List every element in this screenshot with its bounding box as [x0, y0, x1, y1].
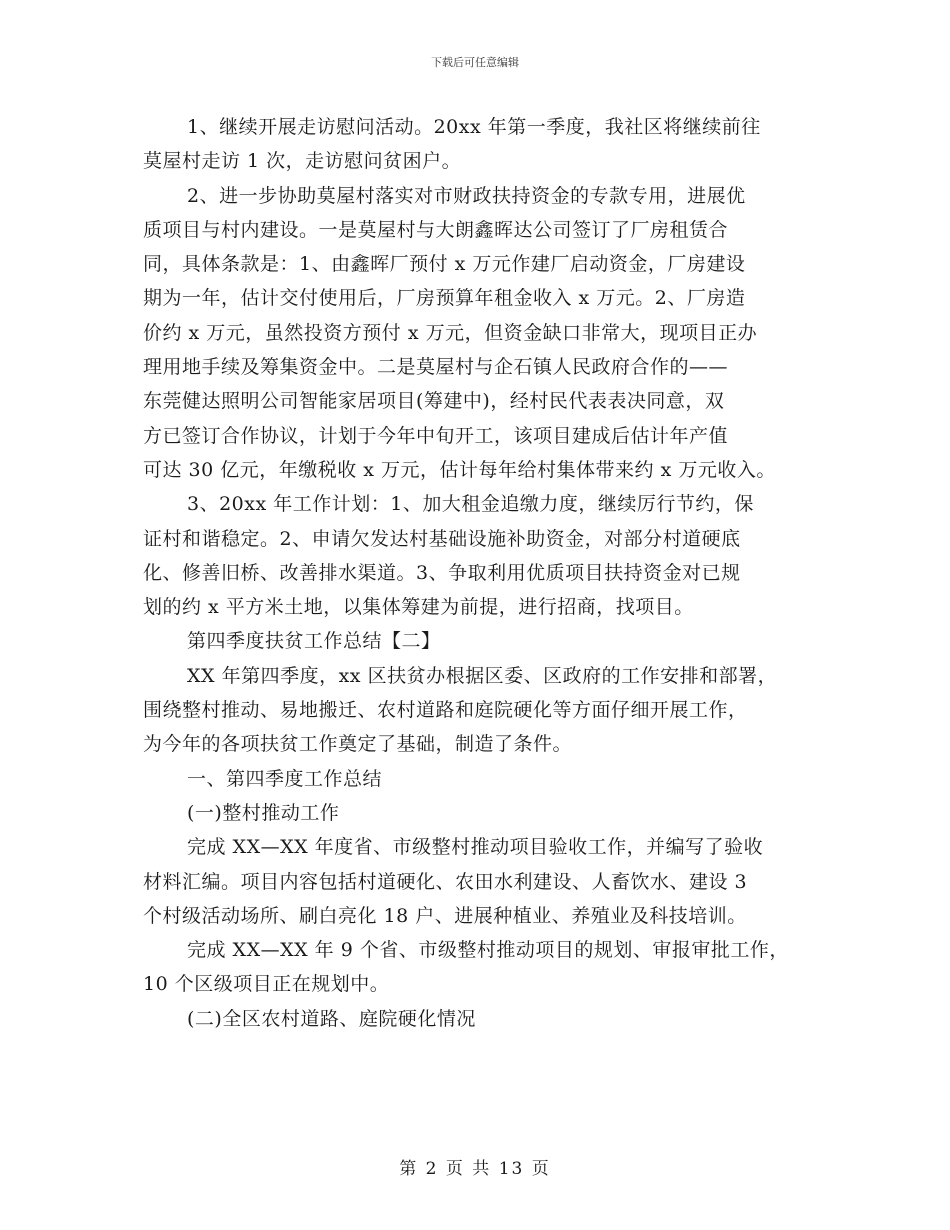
- text-line: 莫屋村走访 1 次，走访慰问贫困户。: [143, 150, 462, 173]
- text-line: 理用地手续及筹集资金中。二是莫屋村与企石镇人民政府合作的——: [143, 356, 729, 379]
- page-footer: 第 2 页 共 13 页: [399, 1159, 551, 1179]
- text-line: 第四季度扶贫工作总结【二】: [187, 630, 441, 653]
- text-line: 可达 30 亿元，年缴税收 x 万元，估计每年给村集体带来约 x 万元收入。: [143, 458, 776, 481]
- page-header: 下载后可任意编辑: [431, 56, 519, 69]
- text-line: 划的约 x 平方米土地，以集体筹建为前提，进行招商，找项目。: [143, 596, 694, 619]
- text-line: 2、进一步协助莫屋村落实对市财政扶持资金的专款专用，进展优: [187, 184, 746, 207]
- text-line: (一)整村推动工作: [187, 801, 340, 824]
- text-line: 方已签订合作协议，计划于今年中旬开工，该项目建成后估计年产值: [143, 424, 729, 447]
- text-line: 完成 XX—XX 年 9 个省、市级整村推动项目的规划、审报审批工作，: [187, 939, 789, 962]
- text-line: 价约 x 万元，虽然投资方预付 x 万元，但资金缺口非常大，现项目正办: [143, 321, 758, 344]
- text-line: 个村级活动场所、刷白亮化 18 户、进展种植业、养殖业及科技培训。: [143, 904, 747, 927]
- text-line: 一、第四季度工作总结: [187, 767, 383, 790]
- text-line: (二)全区农村道路、庭院硬化情况: [187, 1007, 476, 1030]
- text-line: 10 个区级项目正在规划中。: [143, 973, 390, 996]
- text-line: 质项目与村内建设。一是莫屋村与大朗鑫晖达公司签订了厂房租赁合: [143, 218, 729, 241]
- text-line: 东莞健达照明公司智能家居项目(筹建中)，经村民代表表决同意，双: [143, 390, 725, 413]
- text-line: XX 年第四季度，xx 区扶贫办根据区委、区政府的工作安排和部署，: [187, 664, 778, 687]
- text-line: 完成 XX—XX 年度省、市级整村推动项目验收工作，并编写了验收: [187, 836, 764, 859]
- text-line: 证村和谐稳定。2、申请欠发达村基础设施补助资金，对部分村道硬底: [143, 527, 741, 550]
- text-line: 期为一年，估计交付使用后，厂房预算年租金收入 x 万元。2、厂房造: [143, 287, 746, 310]
- text-line: 围绕整村推动、易地搬迁、农村道路和庭院硬化等方面仔细开展工作，: [143, 699, 748, 722]
- text-line: 同，具体条款是：1、由鑫晖厂预付 x 万元作建厂启动资金，厂房建设: [143, 253, 746, 276]
- text-line: 3、20xx 年工作计划：1、加大租金追缴力度，继续厉行节约，保: [187, 493, 754, 516]
- text-line: 化、修善旧桥、改善排水渠道。3、争取利用优质项目扶持资金对已规: [143, 561, 741, 584]
- text-line: 为今年的各项扶贫工作奠定了基础，制造了条件。: [143, 733, 573, 756]
- text-line: 1、继续开展走访慰问活动。20xx 年第一季度，我社区将继续前往: [187, 116, 761, 138]
- document-body: [143, 110, 811, 1036]
- text-line: 材料汇编。项目内容包括村道硬化、农田水利建设、人畜饮水、建设 3: [143, 870, 748, 893]
